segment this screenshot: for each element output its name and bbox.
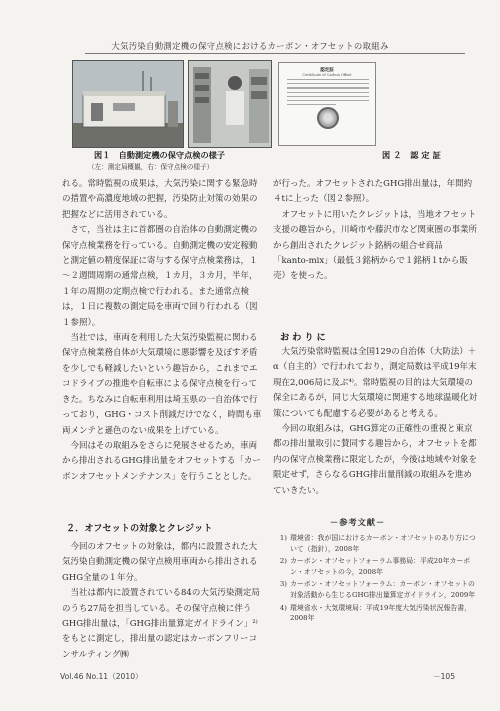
certificate-text-lines xyxy=(287,79,369,108)
header-rule xyxy=(85,53,465,54)
reference-text: 環境省：我が国におけるカーボン・オフセットのあり方について（指針），2008年 xyxy=(290,534,476,553)
paragraph: 今回のオフセットの対象は，都内に設置された大気汚染自動測定機の保守点検用車両から排出されるGHG全量の１年分。 xyxy=(62,542,258,583)
station-photo xyxy=(72,60,184,148)
left-column xyxy=(62,177,265,485)
certificate-seal-icon xyxy=(317,107,339,129)
paragraph: 当社は都内に設置されている84の大気汚染測定局のうち27局を担当している。その保守点検に伴うGHG排出量は，「GHG排出量算定ガイドライン」²⁾をもとに測定し，排出量の認定はカーボンフリーコンサルティング㈱ xyxy=(62,588,260,660)
certificate-subtitle: Certificate of Carbon Offset xyxy=(302,73,352,77)
reference-item xyxy=(276,579,478,600)
reference-number: 3) xyxy=(279,580,287,589)
paragraph: れる。常時監視の成果は，大気汚染に関する緊急時の措置や高濃度地域の把握，汚染防止対策の効果の把握などに活用されている。 xyxy=(62,179,258,220)
paragraph: が行った。オフセットされたGHG排出量は，年間約４tに上った（図２参照）。 xyxy=(273,179,473,205)
paragraph: 当社では，車両を利用した大気汚染監視に関わる保守点検業務自体が大気環境に悪影響を及ぼす矛盾を少しでも軽減したいという趣旨から，これまでエコドライブの推進や自転車による保守点検を行ってきた。ちなみに自転車利用は埼玉県の一自治体で行っており，GHG・コスト削減だけでなく，時間も車両メンテと遜色のない成果を上げている。 xyxy=(62,333,262,436)
figure1-caption: 図１ 自動測定機の保守点検の様子 xyxy=(94,150,226,160)
reference-item xyxy=(276,556,478,577)
certificate-image xyxy=(278,62,376,146)
reference-text: カーボン・オフセットフォーラム：カーボン・オフセットの対象活動から生じるGHG排出量算定ガイドライン，2009年 xyxy=(290,580,476,599)
maintenance-photo xyxy=(188,60,272,148)
paragraph: 今回はその取組みをさらに発展させるため，車両から排出されるGHG排出量をオフセットする「カーボンオフセットメンテナンス」を行うこととした。 xyxy=(62,440,261,482)
paragraph: 今回の取組みは，GHG算定の正確性の重視と東京都の排出量取引に賛同する趣旨から，オフセットを都内の保守点検業務に限定したが，今後は地域や対象を限定せず，さらなるGHG排出量削減の取組みを進めていきたい。 xyxy=(273,424,478,496)
references-list xyxy=(276,533,478,626)
right-column xyxy=(273,177,478,285)
figure2-caption: 図２ 認定証 xyxy=(382,150,444,160)
running-header: 大気汚染自動測定機の保守点検におけるカーボン・オフセットの取組み xyxy=(111,41,389,51)
reference-text: 環境省水・大気環境局：平成19年度大気汚染状況報告書，2008年 xyxy=(290,603,472,623)
closing-heading: おわりに xyxy=(280,332,329,343)
reference-number: 1) xyxy=(279,534,287,542)
paragraph: 大気汚染常時監視は全国129の自治体（大防法）＋α（自主的）で行われており，測定局数は平成19年末現在2,006局に及ぶ⁴⁾。常時監視の目的は大気環境の保全にあるが，同じ大気環境に関連する地球温暖化対策についても配慮する必要があると考える。 xyxy=(273,347,478,419)
reference-number: 2) xyxy=(279,557,287,566)
reference-item xyxy=(276,533,478,554)
references-heading: －参考文献－ xyxy=(330,517,386,527)
section-2-body xyxy=(62,540,265,663)
reference-number: 4) xyxy=(279,603,287,612)
reference-item xyxy=(276,603,478,624)
closing-body xyxy=(273,345,478,499)
paragraph: さて，当社は主に首都圏の自治体の自動測定機の保守点検業務を行っている。自動測定機の安定稼動と測定値の精度保証に寄与する保守点検業務は，１～２週間周期の通常点検，１カ月，３カ月，半年，１年の周期の定期点検で行われる。また通常点検は，１日に複数の測定局を車両で回り行われる（図１参照）。 xyxy=(62,225,258,328)
certificate-title: 認定証 xyxy=(320,68,334,73)
section-2-heading: ２．オフセットの対象とクレジット xyxy=(66,523,213,534)
volume-info: Vol.46 No.11（2010） xyxy=(60,672,143,681)
reference-text: カーボン・オフセットフォーラム事務局：平成20年カーボン・オフセットの今，2008年 xyxy=(290,557,471,576)
figure1-subcaption: （左：測定局概観，右：保守点検の様子） xyxy=(88,163,214,171)
paragraph: オフセットに用いたクレジットは，当地オフセット支援の趣旨から，川崎市や藤沢市など関東圏の事業所から創出されたクレジット銘柄の組合せ商品「kanto-mix」（最低３銘柄からで１銘柄１tから販売）を使った。 xyxy=(273,209,478,282)
page-number: －105 xyxy=(433,672,456,681)
